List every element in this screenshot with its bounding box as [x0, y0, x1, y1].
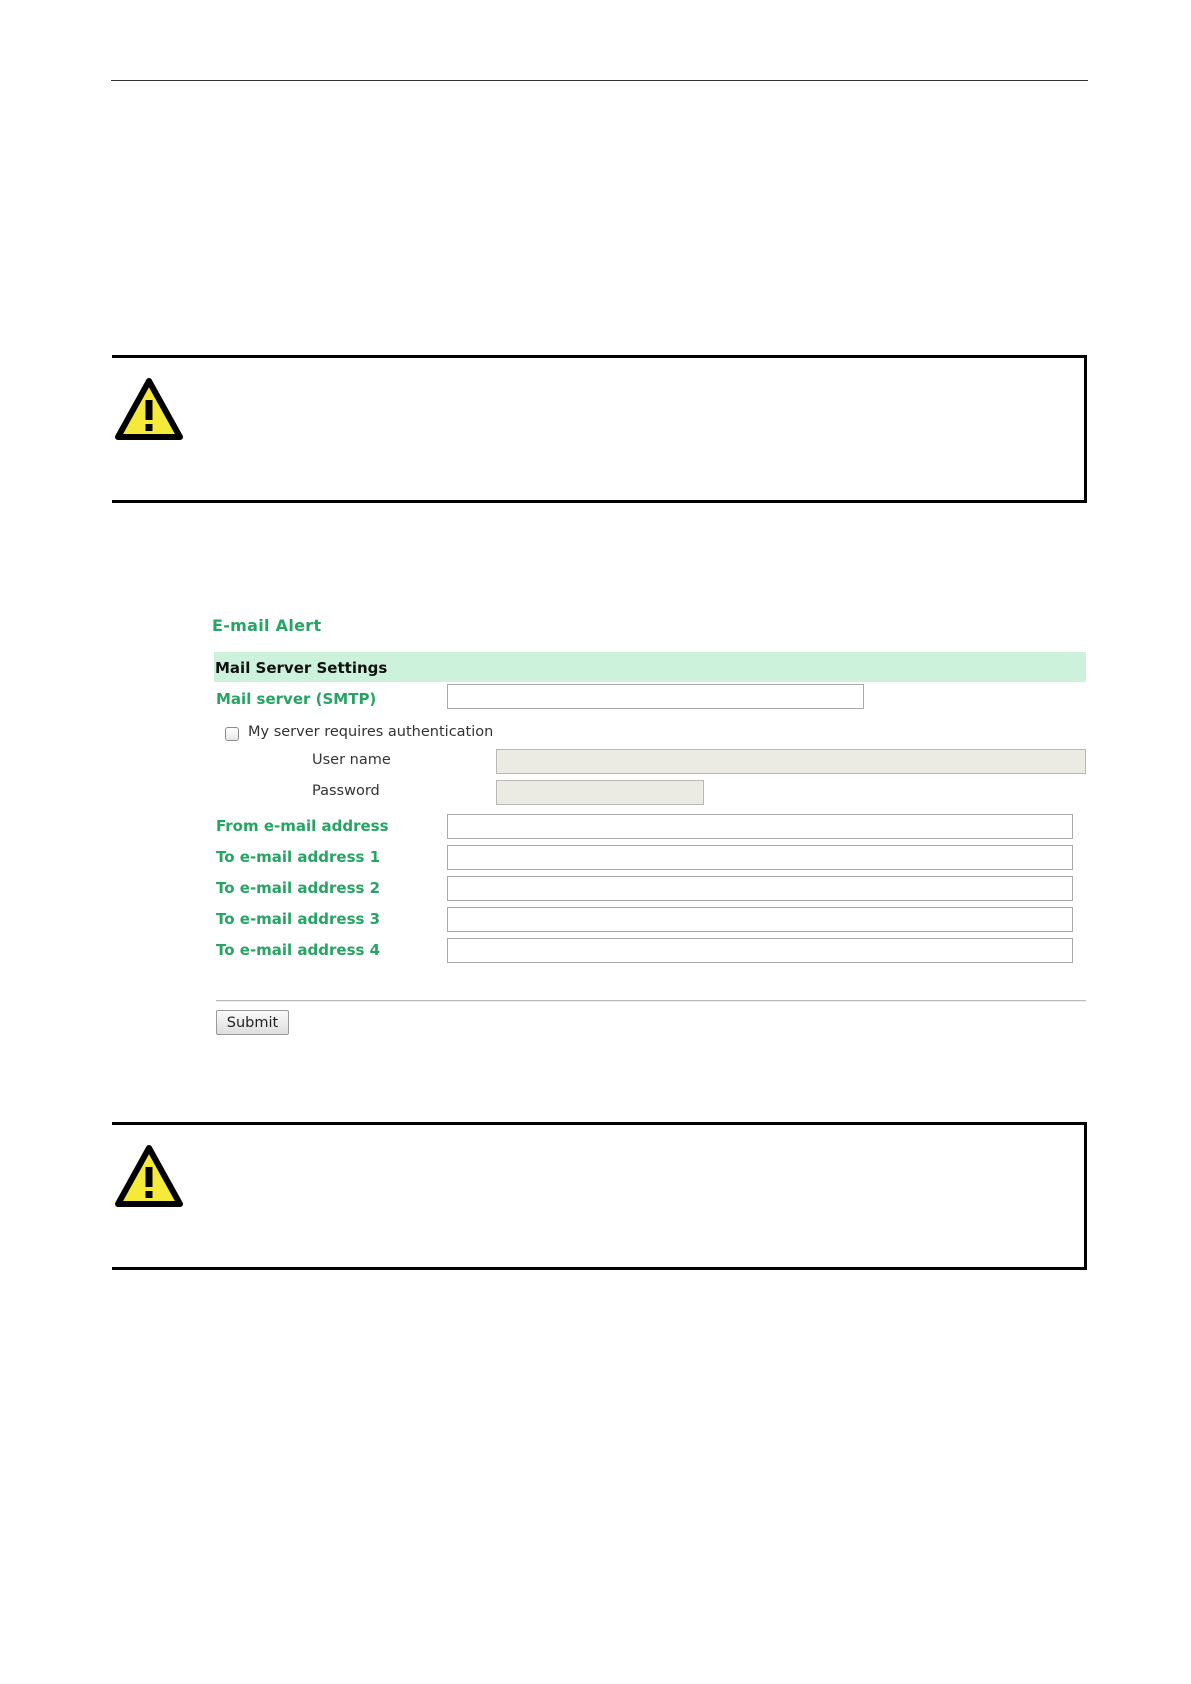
warning-icon	[114, 1143, 184, 1209]
warning-box-1	[112, 355, 1087, 503]
to-email-label-3: To e-mail address 3	[216, 910, 381, 928]
auth-checkbox-label: My server requires authentication	[248, 724, 494, 740]
page-title: E-mail Alert	[212, 616, 322, 635]
password-label: Password	[312, 783, 380, 799]
mail-server-input[interactable]	[447, 684, 864, 709]
mail-server-label: Mail server (SMTP)	[216, 690, 377, 708]
from-email-input[interactable]	[447, 814, 1073, 839]
to-email-input-3[interactable]	[447, 907, 1073, 932]
section-header	[214, 652, 1086, 682]
warning-box-2	[112, 1122, 1087, 1270]
auth-checkbox[interactable]	[225, 727, 239, 741]
form-divider	[216, 1000, 1086, 1002]
password-input[interactable]	[496, 780, 704, 805]
to-email-label-1: To e-mail address 1	[216, 848, 381, 866]
submit-button[interactable]: Submit	[216, 1010, 289, 1035]
to-email-label-2: To e-mail address 2	[216, 879, 381, 897]
to-email-input-2[interactable]	[447, 876, 1073, 901]
warning-icon	[114, 376, 184, 442]
to-email-input-1[interactable]	[447, 845, 1073, 870]
section-title: Mail Server Settings	[215, 659, 388, 677]
from-email-label: From e-mail address	[216, 817, 389, 835]
username-input[interactable]	[496, 749, 1086, 774]
header-rule	[111, 80, 1088, 81]
username-label: User name	[312, 752, 391, 768]
to-email-label-4: To e-mail address 4	[216, 941, 381, 959]
to-email-input-4[interactable]	[447, 938, 1073, 963]
